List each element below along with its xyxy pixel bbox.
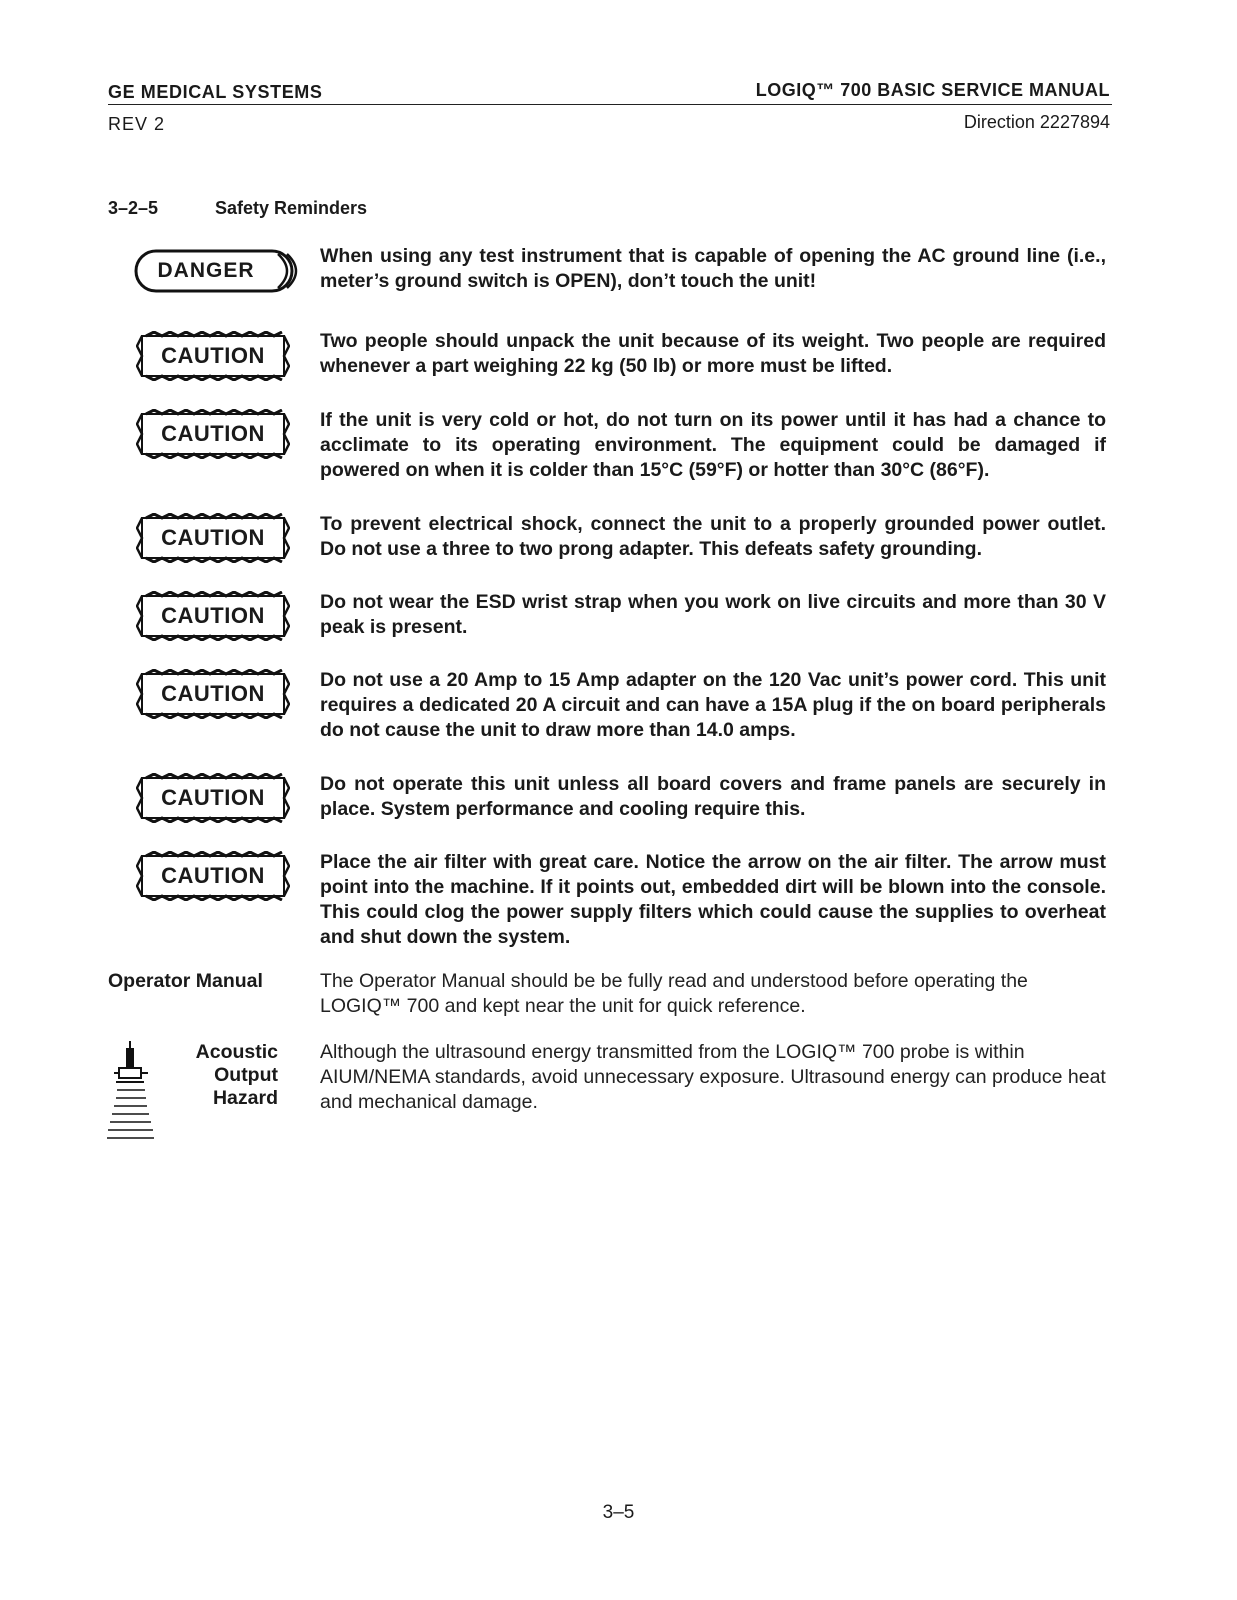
caution-text: To prevent electrical shock, connect the unit to a properly grounded power outlet. Do not use a three to two prong adapter. This defeats safety grounding. [320,513,1106,560]
caution-icon [136,669,290,719]
acoustic-hazard-label [160,1041,278,1110]
caution-text: Do not operate this unit unless all board covers and frame panels are securely in place. System performance and cooling require this. [320,773,1106,820]
caution-icon [136,409,290,459]
caution-text: Place the air filter with great care. Notice the arrow on the air filter. The arrow must point into the machine. If it points out, embedded dirt will be blown into the console. This could clog the power supply filters which could cause the supplies to overheat and shut down the system. [320,851,1106,948]
danger-text: When using any test instrument that is capable of opening the AC ground line (i.e., meter’s ground switch is OPEN), don’t touch the unit! [320,245,1106,292]
caution-icon [136,331,290,381]
caution-text: Do not wear the ESD wrist strap when you work on live circuits and more than 30 V peak is present. [320,591,1106,638]
caution-label: CAUTION [161,421,265,446]
acoustic-label-line: Acoustic [195,1041,278,1063]
acoustic-label-line: Hazard [212,1087,278,1109]
header-manual-title: LOGIQ™ 700 BASIC SERVICE MANUAL [755,80,1110,100]
caution-label: CAUTION [161,681,265,706]
caution-icon [136,851,290,901]
caution-label: CAUTION [161,863,265,888]
caution-text: Do not use a 20 Amp to 15 Amp adapter on the 120 Vac unit’s power cord. This unit requires a dedicated 20 A circuit and can have a 15A plug if the on board peripherals do not cause the unit to draw more than 14.0 amps. [320,669,1106,741]
section-title: Safety Reminders [215,198,368,218]
ultrasound-probe-icon [106,1040,156,1142]
header-company: GE MEDICAL SYSTEMS [108,82,323,102]
caution-icon [136,773,290,823]
caution-label: CAUTION [161,603,265,628]
caution-label: CAUTION [161,343,265,368]
page-number: 3–5 [602,1502,635,1523]
operator-manual-label: Operator Manual [108,970,263,992]
header-direction: Direction 2227894 [963,112,1110,132]
danger-icon [132,248,308,294]
caution-text: Two people should unpack the unit because of its weight. Two people are required whenever a part weighing 22 kg (50 lb) or more must be lifted. [320,330,1106,377]
acoustic-hazard-text: Although the ultrasound energy transmitted from the LOGIQ™ 700 probe is within AIUM/NEMA standards, avoid unnecessary exposure. Ultrasound energy can produce heat and mechanical damage. [320,1041,1106,1113]
danger-label: DANGER [157,259,255,282]
operator-manual-text: The Operator Manual should be be fully read and understood before operating the LOGIQ™ 700 and kept near the unit for quick reference. [320,970,1028,1017]
caution-icon [136,513,290,563]
caution-label: CAUTION [161,785,265,810]
header-revision: REV 2 [108,114,166,134]
acoustic-label-line: Output [214,1064,278,1086]
header-rule [108,104,1112,105]
caution-label: CAUTION [161,525,265,550]
section-number: 3–2–5 [108,198,159,218]
caution-icon [136,591,290,641]
caution-text: If the unit is very cold or hot, do not turn on its power until it has had a chance to acclimate to its operating environment. The equipment could be damaged if powered on when it is colder than 15°C (59°F) or hotter than 30°C (86°F). [320,409,1106,481]
